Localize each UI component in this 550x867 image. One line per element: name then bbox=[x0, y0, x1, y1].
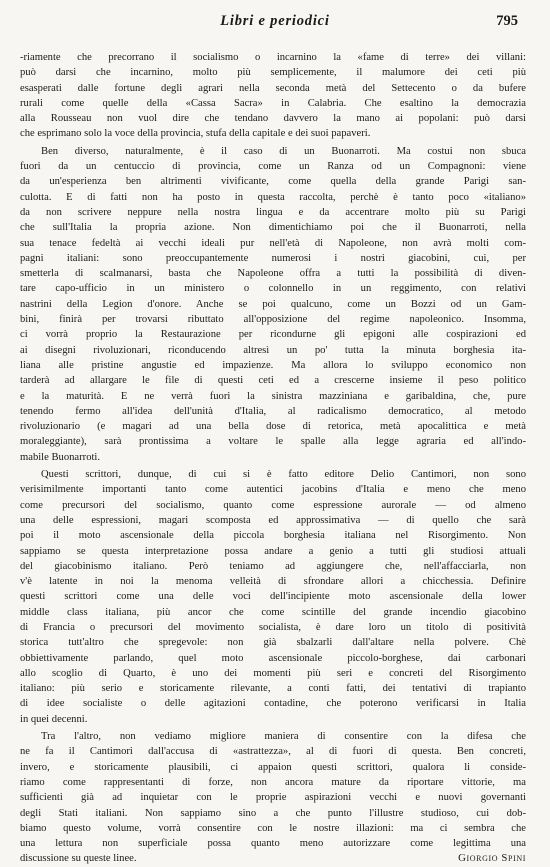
text-line bbox=[20, 404, 526, 419]
text-line-content: può darsi che incarnino, molto più semplicemente, il malumore dei ceti più bbox=[20, 67, 526, 79]
text-line-content: ne fa il Cantimori dall'accusa di «astrattezza», al di fuori di questa. Ben concreti, bbox=[20, 746, 526, 758]
text-line-content: v'è latente in noi la menoma velleità di sfrondare allori a chicchessia. Definire bbox=[20, 576, 526, 588]
text-line bbox=[20, 620, 526, 635]
page-number: 795 bbox=[496, 13, 518, 29]
text-line bbox=[20, 482, 526, 497]
text-line bbox=[20, 50, 526, 65]
text-line-content: sufficienti già ad inquietar con le proprie aspirazioni vecchi e nuovi governanti bbox=[20, 792, 526, 804]
text-line bbox=[20, 266, 526, 281]
text-line-content: ai disegni rivoluzionari, riconducendo altresì un po' tutta la minuta borghesia ita- bbox=[20, 344, 526, 356]
text-line bbox=[20, 434, 526, 449]
text-line bbox=[20, 712, 526, 727]
text-line-content: Ben diverso, naturalmente, è il caso di un Buonarroti. Ma costui non sbuca bbox=[41, 145, 526, 157]
text-line bbox=[20, 81, 526, 96]
text-line-content: biamo questo volume, vorrà consentire con le nostre illazioni: ma ci sembra che bbox=[20, 822, 526, 834]
text-line-content: degli Stati italiani. Non sappiamo sino a che punto l'illustre studioso, cui dob- bbox=[20, 807, 526, 819]
text-line bbox=[20, 729, 526, 744]
text-line-content: che esprimano solo la voce della provincia, stufa della capitale e dei suoi papaveri. bbox=[20, 128, 371, 140]
text-line-content: storica tutt'altro che spregevole: non già sbalzarli dall'altare nella polvere. Chè bbox=[20, 637, 526, 649]
text-line bbox=[20, 450, 526, 465]
text-line bbox=[20, 327, 526, 342]
text-line-content: middle class italiana, più ancor che come scintille del grande incendio giacobino bbox=[20, 606, 526, 618]
text-line-content: poi il moto ascensionale della piccola borghesia italiana nel Risorgimento. Non bbox=[20, 530, 526, 542]
text-line-content: obbiettivamente parlando, quel moto ascensionale piccolo-borghese, dai carbonari bbox=[20, 652, 526, 664]
text-line bbox=[20, 775, 526, 790]
text-line-content: tare capo-ufficio in un ministero o colonnello in un reggimento, con relativi bbox=[20, 283, 526, 295]
text-line-content: riamo come rappresentanti di forze, non ancora mature da riportare vittorie, ma bbox=[20, 776, 526, 788]
text-line-content: Tra l'altro, non vediamo migliore maniera di consentire con la difesa che bbox=[41, 731, 526, 743]
text-line bbox=[20, 236, 526, 251]
text-line bbox=[20, 297, 526, 312]
text-line bbox=[20, 312, 526, 327]
text-line bbox=[20, 851, 526, 866]
text-line bbox=[20, 498, 526, 513]
text-line-content: discussione su queste linee. bbox=[20, 853, 137, 865]
author-signature: Giorgio Spini bbox=[458, 852, 526, 865]
text-line bbox=[20, 281, 526, 296]
text-line-content: rurali come quelle della «Cassa Sacra» in Calabria. Che esaltino la democrazia bbox=[20, 97, 526, 109]
text-line bbox=[20, 159, 526, 174]
text-line bbox=[20, 358, 526, 373]
text-line-content: smetterla di scalmanarsi, basta che Napoleone offra a tutti la possibilità di diven- bbox=[20, 268, 526, 280]
text-line-content: esasperati dalle fortune degli agrari nella seconda metà del Settecento o da bufere bbox=[20, 82, 526, 94]
text-line-content: mabile Buonarroti. bbox=[20, 451, 101, 463]
text-line-content: nastrini della Legion d'onore. Anche se poi qualcuno, come un Bozzi od un Gam- bbox=[20, 298, 526, 310]
text-line-content: alla Rousseau non vuol dire che tendano davvero la mano ai popolani: può darsi bbox=[20, 113, 526, 125]
text-line bbox=[20, 389, 526, 404]
text-line-content: tarderà ad allargare le file di questi ceti ed a crescerne insieme il peso politico bbox=[20, 375, 526, 387]
text-line bbox=[20, 467, 526, 482]
text-line-content: di idee socialiste o delle agitazioni contadine, che poterono verificarsi in Italia bbox=[20, 698, 526, 710]
text-line bbox=[20, 760, 526, 775]
text-line bbox=[20, 559, 526, 574]
text-line bbox=[20, 605, 526, 620]
paragraph bbox=[20, 467, 526, 727]
text-line-content: come precursori del socialismo, quanto come espressione aurorale — od almeno bbox=[20, 499, 526, 511]
text-line bbox=[20, 651, 526, 666]
text-line-content: Questi scrittori, dunque, di cui si è fatto editore Delio Cantimori, non sono bbox=[41, 469, 526, 481]
text-line-content: sappiamo se questa interpretazione possa andare a genio a tutti gli studiosi attuali bbox=[20, 545, 526, 557]
text-line bbox=[20, 790, 526, 805]
text-line-content: moraleggiante), sarà prontissima a voltare le spalle alla legge agraria ed all'indo- bbox=[20, 436, 526, 448]
paragraph bbox=[20, 729, 526, 867]
text-line-content: una delle espressioni, magari scomposta ed approssimativa — di quello che sarà bbox=[20, 514, 526, 526]
text-line-content: che sull'Italia la propria azione. Non dimentichiamo poi che il Buonarroti, nella bbox=[20, 222, 526, 234]
text-line bbox=[20, 635, 526, 650]
text-line bbox=[20, 126, 526, 141]
text-line-content: da non scrivere neppure nella nostra lingua e da accentrare molto più su Parigi bbox=[20, 206, 526, 218]
text-line-content: questi scrittori come una delle voci dell'incipiente moto ascensionale della lower bbox=[20, 591, 526, 603]
text-line bbox=[20, 666, 526, 681]
text-line-content: in quei decenni. bbox=[20, 713, 88, 725]
text-line-content: tenendo fermo all'idea dell'unità d'Italia, al radicalismo democratico, al metodo bbox=[20, 405, 526, 417]
text-line bbox=[20, 574, 526, 589]
text-line bbox=[20, 528, 526, 543]
text-line bbox=[20, 251, 526, 266]
text-line bbox=[20, 681, 526, 696]
text-line-content: fuori da un centuccio di provincia, come un Ranza od un Compagnoni: viene bbox=[20, 161, 526, 173]
running-head: Libri e periodici bbox=[220, 13, 330, 29]
text-line bbox=[20, 419, 526, 434]
text-line-content: italiano: più serio e storicamente rilevante, a conti fatti, dei tentativi di trapianto bbox=[20, 683, 526, 695]
paragraph bbox=[20, 50, 526, 142]
text-line bbox=[20, 744, 526, 759]
text-line-content: di Francia o precursori del movimento socialista, è dare loro un titolo di positività bbox=[20, 621, 526, 633]
text-line bbox=[20, 190, 526, 205]
text-line-content: verisimilmente importanti tanto come autentici jacobins d'Italia e meno che meno bbox=[20, 484, 526, 496]
text-line bbox=[20, 220, 526, 235]
text-line-content: bini, finirà per trovarsi ributtato all'opposizione del regime napoleonico. Insomma, bbox=[20, 314, 526, 326]
paragraph bbox=[20, 144, 526, 465]
text-line-content: pagni italiani: sono preoccupantemente numerosi i nostri giacobini, cui, per bbox=[20, 252, 526, 264]
text-line-content: invero, e storicamente plausibili, ci appaion questi scrittori, qualora li conside- bbox=[20, 761, 526, 773]
text-line-content: ci vorrà proprio la Restaurazione per ricondurne gli epigoni alle cospirazioni ed bbox=[20, 329, 526, 341]
text-line-content: e la maturità. E ne verrà fuori la sinistra mazziniana e garibaldina, che, pure bbox=[20, 390, 526, 402]
text-line-content: liana alle pristine angustie ed impazienze. Ma allora lo sviluppo economico non bbox=[20, 359, 526, 371]
text-line-content: allo scoglio di Quarto, è uno dei momenti più seri e concreti del Risorgimento bbox=[20, 667, 526, 679]
page-header bbox=[0, 13, 550, 33]
text-line-content: rivoluzionario (e magari ad una bella dose di retorica, metà apocalittica e metà bbox=[20, 421, 526, 433]
text-line bbox=[20, 111, 526, 126]
text-line bbox=[20, 513, 526, 528]
text-line bbox=[20, 96, 526, 111]
text-line-content: del giacobinismo italiano. Però teniamo ad aggiungere che, nell'affacciarla, non bbox=[20, 560, 526, 572]
text-line bbox=[20, 544, 526, 559]
text-line-content: una lettura non superficiale possa quanto meno autorizzare come legittima una bbox=[20, 838, 526, 850]
text-line bbox=[20, 65, 526, 80]
text-line bbox=[20, 806, 526, 821]
text-line bbox=[20, 836, 526, 851]
text-line bbox=[20, 373, 526, 388]
text-line-content: -riamente che precorrano il socialismo o incarnino la «fame di terre» dei villani: bbox=[20, 52, 526, 63]
text-line bbox=[20, 144, 526, 159]
text-line bbox=[20, 205, 526, 220]
text-line bbox=[20, 821, 526, 836]
text-line-content: culotta. E di fatti non ha posto in questa raccolta, perchè è tanto poco «italiano» bbox=[20, 191, 526, 203]
text-line bbox=[20, 174, 526, 189]
article-body bbox=[20, 50, 526, 867]
text-line bbox=[20, 343, 526, 358]
text-line-content: da un'esperienza ben altrimenti vivificante, come quella della grande Parigi san- bbox=[20, 176, 526, 188]
text-line-content: sua tenace fedeltà ai vecchi ideali pur nell'età di Napoleone, non avrà molti com- bbox=[20, 237, 526, 249]
text-line bbox=[20, 589, 526, 604]
text-line bbox=[20, 696, 526, 711]
